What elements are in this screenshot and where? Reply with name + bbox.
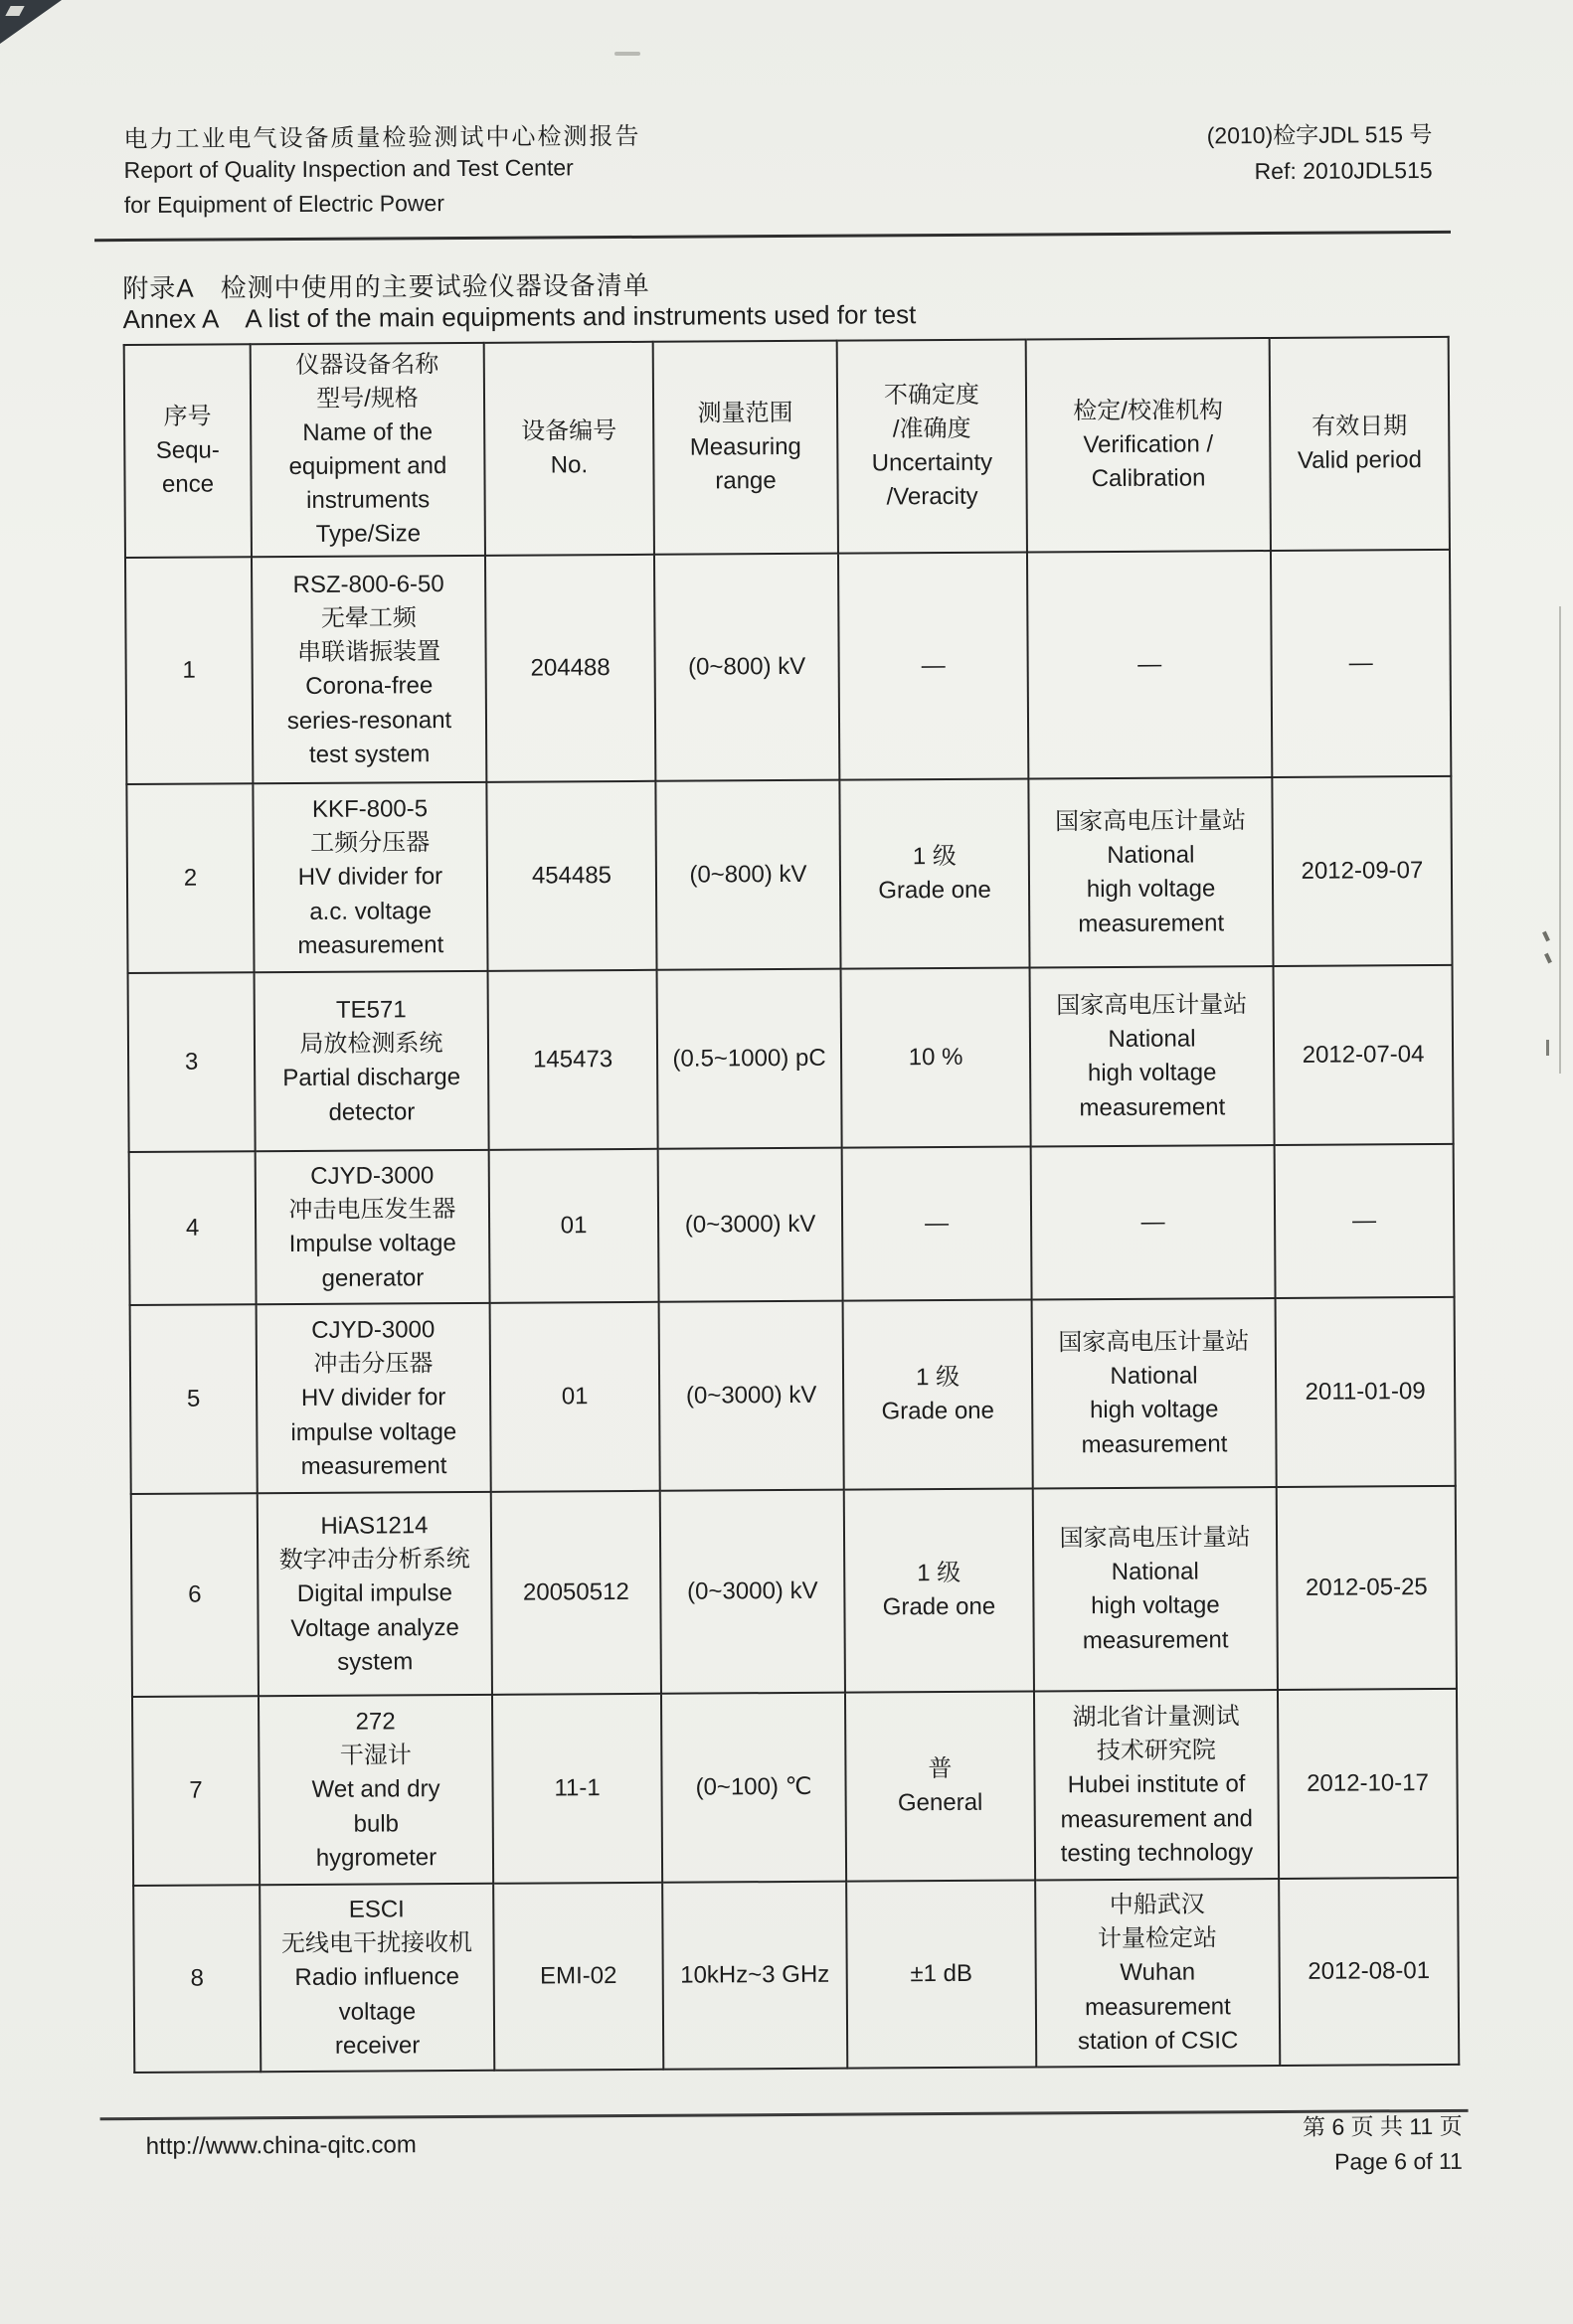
report-reference-zh: (2010)检字JDL 515 号 xyxy=(1206,121,1433,149)
table-row xyxy=(128,965,1454,1152)
annex-text-en: A list of the main equipments and instruments used for test xyxy=(245,299,917,334)
table-row xyxy=(130,1297,1456,1494)
table-header-row xyxy=(124,337,1450,559)
col-header-name: 仪器设备名称 型号/规格 Name of the equipment and instruments Type/Size xyxy=(251,343,485,558)
cell-range: (0~100) ℃ xyxy=(661,1693,846,1883)
cell-valid-period: 2012-09-07 xyxy=(1272,776,1452,966)
letterhead-title-en xyxy=(124,150,575,222)
cell-name: ESCI 无线电干扰接收机 Radio influence voltage receiver xyxy=(260,1884,494,2072)
cell-name: CJYD-3000 冲击分压器 HV divider for impulse voltage measurement xyxy=(257,1303,491,1493)
cell-range: (0~3000) kV xyxy=(659,1301,844,1491)
col-header-uncertainty: 不确定度 /准确度 Uncertainty /Veracity xyxy=(837,340,1027,555)
cell-uncertainty: ±1 dB xyxy=(846,1881,1036,2069)
cell-uncertainty: 10 % xyxy=(841,968,1031,1148)
col-header-valid-period: 有效日期 Valid period xyxy=(1270,337,1450,552)
header-divider-rule xyxy=(94,231,1451,242)
cell-sequence: 4 xyxy=(129,1152,257,1306)
cell-verification: — xyxy=(1027,551,1272,778)
annex-title-en xyxy=(122,299,916,335)
cell-range: (0~3000) kV xyxy=(660,1490,845,1694)
equipment-table xyxy=(123,336,1461,2075)
cell-valid-period: 2012-07-04 xyxy=(1274,965,1454,1145)
table-row xyxy=(126,776,1452,973)
cell-sequence: 5 xyxy=(130,1305,258,1495)
cell-valid-period: 2012-10-17 xyxy=(1278,1689,1458,1879)
cell-verification: 湖北省计量测试 技术研究院 Hubei institute of measurement and testing technology xyxy=(1034,1690,1279,1880)
cell-uncertainty: 1 级 Grade one xyxy=(844,1489,1034,1693)
annex-text-zh: 检测中使用的主要试验仪器设备清单 xyxy=(220,269,650,303)
equipment-table-body xyxy=(125,550,1459,2073)
footer-page-zh: 第 6 页 共 11 页 xyxy=(1302,2112,1463,2140)
cell-range: (0~3000) kV xyxy=(658,1148,843,1302)
table-row xyxy=(129,1144,1455,1305)
cell-range: (0.5~1000) pC xyxy=(657,969,842,1149)
cell-sequence: 2 xyxy=(126,784,254,974)
cell-no: 204488 xyxy=(485,555,655,782)
cell-uncertainty: 1 级 Grade one xyxy=(839,779,1029,969)
cell-no: 11-1 xyxy=(492,1694,662,1884)
footer-url: http://www.china-qitc.com xyxy=(145,2131,417,2160)
cell-verification: 国家高电压计量站 National high voltage measurement xyxy=(1032,1298,1277,1488)
cell-valid-period: 2012-08-01 xyxy=(1279,1878,1459,2066)
cell-valid-period: — xyxy=(1271,550,1451,777)
report-reference-en: Ref: 2010JDL515 xyxy=(1254,156,1433,184)
cell-no: 01 xyxy=(490,1302,660,1492)
cell-verification: 国家高电压计量站 National high voltage measurement xyxy=(1030,966,1275,1146)
cell-no: 454485 xyxy=(486,781,656,971)
letterhead-title-en-line1: Report of Quality Inspection and Test Center xyxy=(123,154,574,184)
footer-page-en: Page 6 of 11 xyxy=(1334,2147,1463,2175)
cell-range: (0~800) kV xyxy=(654,554,839,781)
cell-verification: — xyxy=(1031,1145,1276,1299)
cell-name: 272 干湿计 Wet and dry bulb hygrometer xyxy=(259,1695,493,1885)
cell-name: KKF-800-5 工频分压器 HV divider for a.c. voltage measurement xyxy=(253,782,487,972)
col-header-no: 设备编号 No. xyxy=(484,342,654,557)
cell-sequence: 6 xyxy=(131,1494,259,1698)
footer-divider-rule xyxy=(100,2109,1469,2120)
report-reference xyxy=(1207,117,1433,190)
cell-sequence: 7 xyxy=(132,1697,260,1887)
cell-uncertainty: 1 级 Grade one xyxy=(843,1300,1033,1490)
annex-label-en: Annex A xyxy=(122,303,220,335)
col-header-sequence: 序号 Sequ- ence xyxy=(124,344,252,558)
cell-valid-period: 2012-05-25 xyxy=(1277,1486,1457,1690)
cell-range: (0~800) kV xyxy=(655,780,840,970)
col-header-range: 测量范围 Measuring range xyxy=(653,341,838,556)
annex-title-zh xyxy=(122,265,650,305)
cell-valid-period: — xyxy=(1275,1144,1455,1298)
cell-no: 20050512 xyxy=(491,1491,661,1695)
col-header-verification: 检定/校准机构 Verification / Calibration xyxy=(1026,338,1271,553)
cell-uncertainty: — xyxy=(842,1147,1032,1301)
table-row xyxy=(131,1486,1457,1697)
cell-verification: 国家高电压计量站 National high voltage measurement xyxy=(1028,777,1273,967)
footer-page-numbers xyxy=(1303,2109,1463,2179)
cell-no: 145473 xyxy=(488,970,658,1150)
table-row xyxy=(125,550,1451,784)
cell-no: EMI-02 xyxy=(493,1883,663,2071)
cell-range: 10kHz~3 GHz xyxy=(662,1882,847,2070)
cell-valid-period: 2011-01-09 xyxy=(1276,1297,1456,1487)
cell-no: 01 xyxy=(489,1149,659,1303)
cell-name: RSZ-800-6-50 无晕工频 串联谐振装置 Corona-free series-resonant test system xyxy=(252,556,486,783)
cell-verification: 中船武汉 计量检定站 Wuhan measurement station of CSIC xyxy=(1035,1879,1280,2067)
cell-sequence: 1 xyxy=(125,558,253,785)
cell-name: TE571 局放检测系统 Partial discharge detector xyxy=(255,971,489,1151)
cell-verification: 国家高电压计量站 National high voltage measurement xyxy=(1033,1487,1278,1691)
cell-name: CJYD-3000 冲击电压发生器 Impulse voltage generator xyxy=(256,1150,490,1304)
cell-name: HiAS1214 数字冲击分析系统 Digital impulse Voltage analyze system xyxy=(258,1492,492,1696)
cell-sequence: 8 xyxy=(133,1886,261,2074)
cell-sequence: 3 xyxy=(128,973,256,1153)
cell-uncertainty: 普 General xyxy=(845,1692,1035,1882)
table-row xyxy=(133,1878,1459,2073)
letterhead-title-en-line2: for Equipment of Electric Power xyxy=(123,189,445,218)
annex-label-zh: 附录A xyxy=(122,272,195,304)
cell-uncertainty: — xyxy=(838,553,1028,780)
table-row xyxy=(132,1689,1458,1886)
letterhead-title-zh: 电力工业电气设备质量检验测试中心检测报告 xyxy=(123,122,641,154)
